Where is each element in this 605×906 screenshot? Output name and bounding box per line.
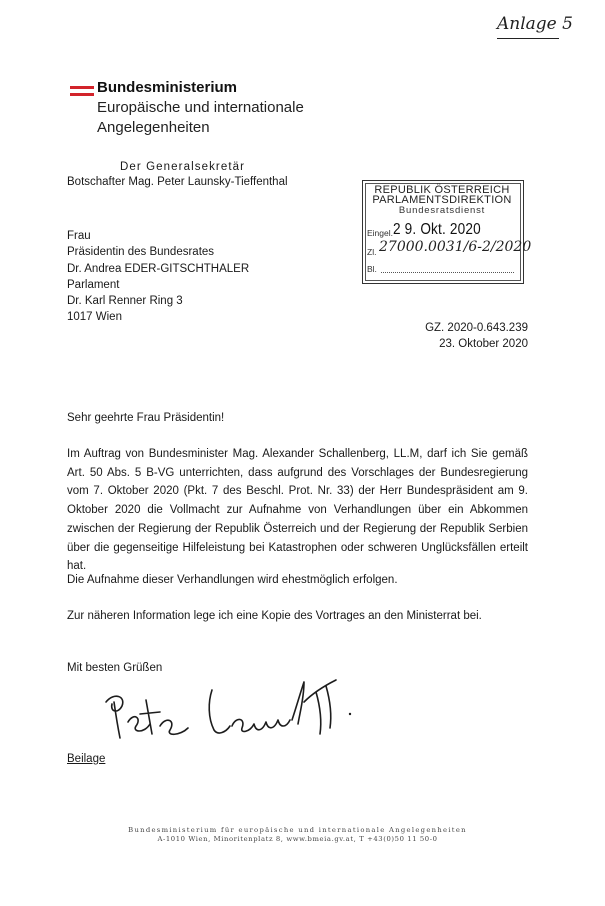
sender-title: Der Generalsekretär bbox=[120, 161, 246, 173]
stamp-received-label: Eingel. bbox=[367, 228, 393, 238]
stamp-service: Bundesratsdienst bbox=[398, 205, 486, 216]
annex-underline bbox=[497, 38, 559, 39]
stamp-sheets-line bbox=[381, 265, 514, 273]
handwritten-signature bbox=[100, 672, 360, 742]
recipient-line: Dr. Karl Renner Ring 3 bbox=[67, 295, 183, 308]
stamp-republic: REPUBLIK ÖSTERREICH bbox=[374, 184, 510, 196]
stamp-number-label: Zl. bbox=[367, 247, 377, 257]
footer-ministry: Bundesministerium für europäische und internationale Angelegenheiten bbox=[128, 826, 467, 834]
body-paragraph: Zur näheren Information lege ich eine Kopie des Vortrages an den Ministerrat bei. bbox=[67, 610, 482, 622]
recipient-line: 1017 Wien bbox=[67, 311, 122, 324]
recipient-line: Präsidentin des Bundesrates bbox=[67, 246, 215, 259]
stamp-directorate: PARLAMENTSDIREKTION bbox=[372, 194, 512, 206]
stamp-received-date: 2 9. Okt. 2020 bbox=[393, 221, 481, 238]
letterhead-ministry: Bundesministerium bbox=[97, 79, 238, 96]
recipient-line: Parlament bbox=[67, 278, 120, 291]
reference-block bbox=[360, 320, 528, 353]
body-paragraph: Die Aufnahme dieser Verhandlungen wird ehestmöglich erfolgen. bbox=[67, 574, 398, 586]
letterhead-dept-line1: Europäische und internationale bbox=[97, 99, 304, 116]
recipient-address bbox=[67, 228, 249, 326]
sender-name: Botschafter Mag. Peter Launsky-Tieffenthal bbox=[67, 176, 288, 188]
footer-contact: A-1010 Wien, Minoritenplatz 8, www.bmeia.gv.at, T +43(0)50 11 50-0 bbox=[157, 835, 438, 843]
recipient-line: Frau bbox=[67, 230, 91, 242]
body-paragraph: Im Auftrag von Bundesminister Mag. Alexander Schallenberg, LL.M, darf ich Sie gemäß Art. 50 Abs. 5 B-VG unterrichten, dass aufgrund des Vorschlages der Bundesregierung vom 7. Oktober 2020 (Pkt. 7 des Beschl. Prot. Nr. 33) der Herr Bundespräsident am 9. Oktober 2020 die Vollmacht zur Aufnahme von Verhandlungen über ein Abkommen zwischen der Regierung der Republik Österreich und der Regierung der Republik Serbien über die gegenseitige Hilfeleistung bei Katastrophen oder schweren Unglücksfällen erteilt hat. bbox=[67, 448, 528, 573]
flag-stripe-bottom bbox=[70, 93, 94, 96]
letter-date: 23. Oktober 2020 bbox=[439, 338, 528, 351]
recipient-line: Dr. Andrea EDER-GITSCHTHALER bbox=[67, 262, 250, 275]
closing: Mit besten Grüßen bbox=[67, 662, 163, 674]
salutation: Sehr geehrte Frau Präsidentin! bbox=[67, 412, 225, 424]
austrian-flag-icon bbox=[70, 86, 94, 96]
enclosure-label: Beilage bbox=[67, 753, 106, 765]
annex-label: Anlage 5 bbox=[497, 14, 573, 34]
letterhead-dept-line2: Angelegenheiten bbox=[97, 119, 210, 136]
reference-number: GZ. 2020-0.643.239 bbox=[425, 322, 528, 334]
stamp-number-value: 27000.0031/6-2/2020 bbox=[379, 239, 532, 255]
stamp-sheets-label: Bl. bbox=[367, 264, 377, 274]
